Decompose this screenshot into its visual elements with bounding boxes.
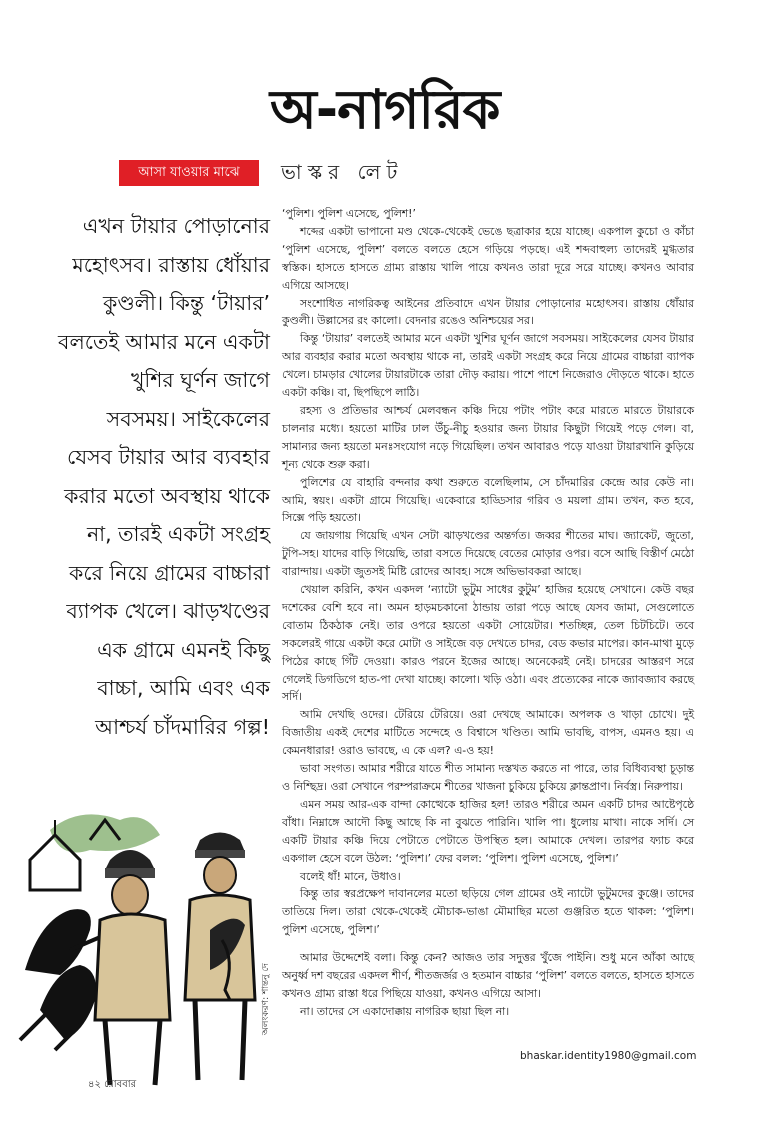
paragraph: খেয়াল করিনি, কখন একদল ‘ন্যাটো ভুটুম সাধের কুটুম’ হাজির হয়েছে সেখানে। কেউ বছর দশেকের বেশি হবে না। অমন হাড়মচকানো ঠান্ডায় তারা পড়ে আছে যেসব জামা, সেগুলোতে বোতাম ঠিকঠাক নেই। তার ওপরে হয়তো একটা সোয়েটার। শতচ্ছিন্ন, তেল চিটচিটে। তবে সকলেরই গায়ে একটা করে মোটা ও সাইজে বড় দেখতে চাদর, বেড কভার মাপের। কান-মাথা মুড়ে পিঠের কাছে গিঁট দেওয়া। কারও পরনে ইজের আছে। অনেকেরই নেই। চাদরের আস্তরণ সরে গেলেই ডিগডিগে হাত-পা দেখা যাচ্ছে। কালো। খড়ি ওঠা। এবং প্রত্যেকের নাকে জ্যাবজ্যাব করছে সর্দি। bbox=[282, 583, 694, 704]
paragraph: না। তাদের সে একাদোক্কায় নাগরিক ছায়া ছিল না। bbox=[300, 1004, 510, 1018]
author-email: bhaskar.identity1980@gmail.com bbox=[520, 1050, 697, 1062]
illustration-credit: অলংকরণ: শান্তনু দে bbox=[261, 963, 271, 1035]
paragraph: ভাবা সংগত। আমার শরীরে যাতে শীত সামান্য দস্তখত করতে না পারে, তার বিধিব্যবস্থা চূড়ান্ত ও নিশ্ছিদ্র। ওরা সেখানে পরম্পরাক্রমে শীতের খাজনা চুকিয়ে চুকিয়ে ক্লান্তপ্রাণ। নির্বস্ত্র। নিরুপায়। bbox=[282, 762, 694, 793]
paragraph: রহস্য ও প্রতিভার আশ্চর্য মেলবন্ধন কঞ্চি দিয়ে পটাং পটাং করে মারতে মারতে টায়ারকে চালনার মধ্যে। হয়তো মাটির ঢাল উঁচু-নীচু হওয়ার জন্য টায়ার কিছুটা গিয়েই পড়ে গেল। বা, সামান্যর জন্য হয়তো মনঃসংযোগ নড়ে গিয়েছিল। তখন আবারও পড়ে যাওয়া টায়ারখানি কুড়িয়ে শূন্য থেকে শুরু করা। bbox=[282, 403, 694, 471]
author-name: ভাস্কর লেট bbox=[281, 160, 404, 184]
page-number: ৪২ রোববার bbox=[88, 1079, 137, 1090]
paragraph: ‘পুলিশ। পুলিশ এসেছে, পুলিশ!’ bbox=[282, 207, 416, 220]
paragraph: পুলিশের যে বাহারি বন্দনার কথা শুরুতে বলেছিলাম, সে চাঁদমারির কেন্দ্রে আর কেউ না। আমি, স্বয়ং। একটা গ্রামে গিয়েছি। একেবারে হাড্ডিসার গরিব ও ময়লা গ্রাম। তখন, কত হবে, সিক্সে পড়ি হয়তো। bbox=[282, 475, 694, 525]
pull-quote: এখন টায়ার পোড়ানোর মহোৎসব। রাস্তায় ধোঁয়ার কুণ্ডলী। কিন্তু ‘টায়ার’ বলতেই আমার মনে একটা খুশির ঘূর্ণন জাগে সবসময়। সাইকেলের যেসব টায়ার আর ব্যবহার করার মতো অবস্থায় থাকে না, তারই একটা সংগ্রহ করে নিয়ে গ্রামের বাচ্চারা ব্যাপক খেলে। ঝাড়খণ্ডের এক গ্রামে এমনই কিছু বাচ্চা, আমি এবং এক আশ্চর্য চাঁদমারির গল্প! bbox=[58, 214, 270, 739]
paragraph: আমি দেখছি ওদের। টেরিয়ে টেরিয়ে। ওরা দেখছে আমাকে। অপলক ও খাড়া চোখে। দুই বিজাতীয় একই দেশের মাটিতে সন্দেহে ও বিশ্বাসে খণ্ডিত। আমি ভাবছি, বাপস, এমনও হয়। এ কেমনধারার! ওরাও ভাবছে, এ কে এল? এ-ও হয়! bbox=[282, 708, 694, 758]
paragraph: কিন্তু ‘টায়ার’ বলতেই আমার মনে একটা খুশির ঘূর্ণন জাগে সবসময়। সাইকেলের যেসব টায়ার আর ব্যবহার করার মতো অবস্থায় থাকে না, তারই একটা সংগ্রহ করে নিয়ে গ্রামের বাচ্চারা ব্যাপক খেলে। চামড়ার খোলের টায়ারটাকে তারা দৌড় করায়। পাশে পাশে নিজেরাও দৌড়তে থাকে। হাতে একটা কঞ্চি। বা, ছিপছিপে লাঠি। bbox=[282, 332, 694, 400]
column-tag: আসা যাওয়ার মাঝে bbox=[119, 160, 259, 186]
paragraph: এমন সময় আর-এক বান্দা কোত্থেকে হাজির হল! তারও শরীরে অমন একটি চাদর আষ্টেপৃষ্ঠে বাঁধা। নিম্নাঙ্গে আদৌ কিছু আছে কি না বুঝতে পারিনি। খালি পা। ধুলোয় মাখা। নাকে সর্দি। সে একটি টায়ার কঞ্চি দিয়ে পেটাতে পেটাতে উপস্থিত হল। আমাকে দেখল। তারপর ফ্যাচ করে একগাল হেসে বলে উঠল: ‘পুলিশ।’ ফের বলল: ‘পুলিশ। পুলিশ এসেছে, পুলিশ।’ bbox=[282, 797, 694, 865]
paragraph: কিন্তু তার স্বরপ্রক্ষেপ দাবানলের মতো ছড়িয়ে গেল গ্রামের ওই ন্যাটো ভুটুমদের কুঞ্জে। তাদের তাতিয়ে দিল। তারা থেকে-থেকেই মৌচাক-ভাঙা মৌমাছির মতো গুঞ্জরিত হতে থাকল: ‘পুলিশ। পুলিশ এসেছে, পুলিশ।’ bbox=[282, 887, 694, 937]
police-children-illustration bbox=[10, 800, 272, 1100]
paragraph: সংশোধিত নাগরিকত্ব আইনের প্রতিবাদে এখন টায়ার পোড়ানোর মহোৎসব। রাস্তায় ধোঁয়ার কুণ্ডলী। উল্লাসের রং কালো। বেদনার রঙেও অনিশ্চয়ের সর। bbox=[282, 296, 694, 328]
article-title: অ-নাগরিক bbox=[270, 78, 500, 141]
paragraph: যে জায়গায় গিয়েছি এখন সেটা ঝাড়খণ্ডের অন্তর্গত। জব্বর শীতের মাঘ। জ্যাকেট, জুতো, টুপি-সহ। যাদের বাড়ি গিয়েছি, তারা বসতে দিয়েছে বেতের মোড়ার ওপর। বসে আছি বিস্তীর্ণ মেঠো বারান্দায়। একটা জুতসই মিষ্টি রোদের আবহ। সঙ্গে অভিভাবকরা আছে। bbox=[282, 529, 694, 579]
paragraph: বলেই ধাঁ! মানে, উধাও। bbox=[300, 869, 401, 883]
paragraph: আমার উদ্দেশেই বলা। কিন্তু কেন? আজও তার সদুত্তর খুঁজে পাইনি। শুধু মনে আঁকা আছে অনুর্ধ্ব দশ বছরের একদল শীর্ণ, শীতজর্জর ও হতমান বাচ্চার ‘পুলিশ’ বলতে বলতে, হাসতে হাসতে কখনও গ্রাম্য রাস্তা ধরে পিছিয়ে যাওয়া, কখনও এগিয়ে আসা। bbox=[282, 951, 694, 1000]
paragraph: শব্দের একটা ভাপানো মণ্ড থেকে-থেকেই ভেঙে ছত্রাকার হয়ে যাচ্ছে। একপাল কুচো ও কাঁচা ‘পুলিশ এসেছে, পুলিশ’ বলতে বলতে হেসে গড়িয়ে পড়ছে। এই শব্দবাহুল্য তাদেরই মুগ্ধতার স্বস্তিক। হাসতে হাসতে গ্রাম্য রাস্তায় খালি পায়ে কখনও তারা দূরে সরে যাচ্ছে। কখনও আবার এগিয়ে আসছে। bbox=[282, 224, 694, 292]
article-body bbox=[282, 205, 694, 1021]
